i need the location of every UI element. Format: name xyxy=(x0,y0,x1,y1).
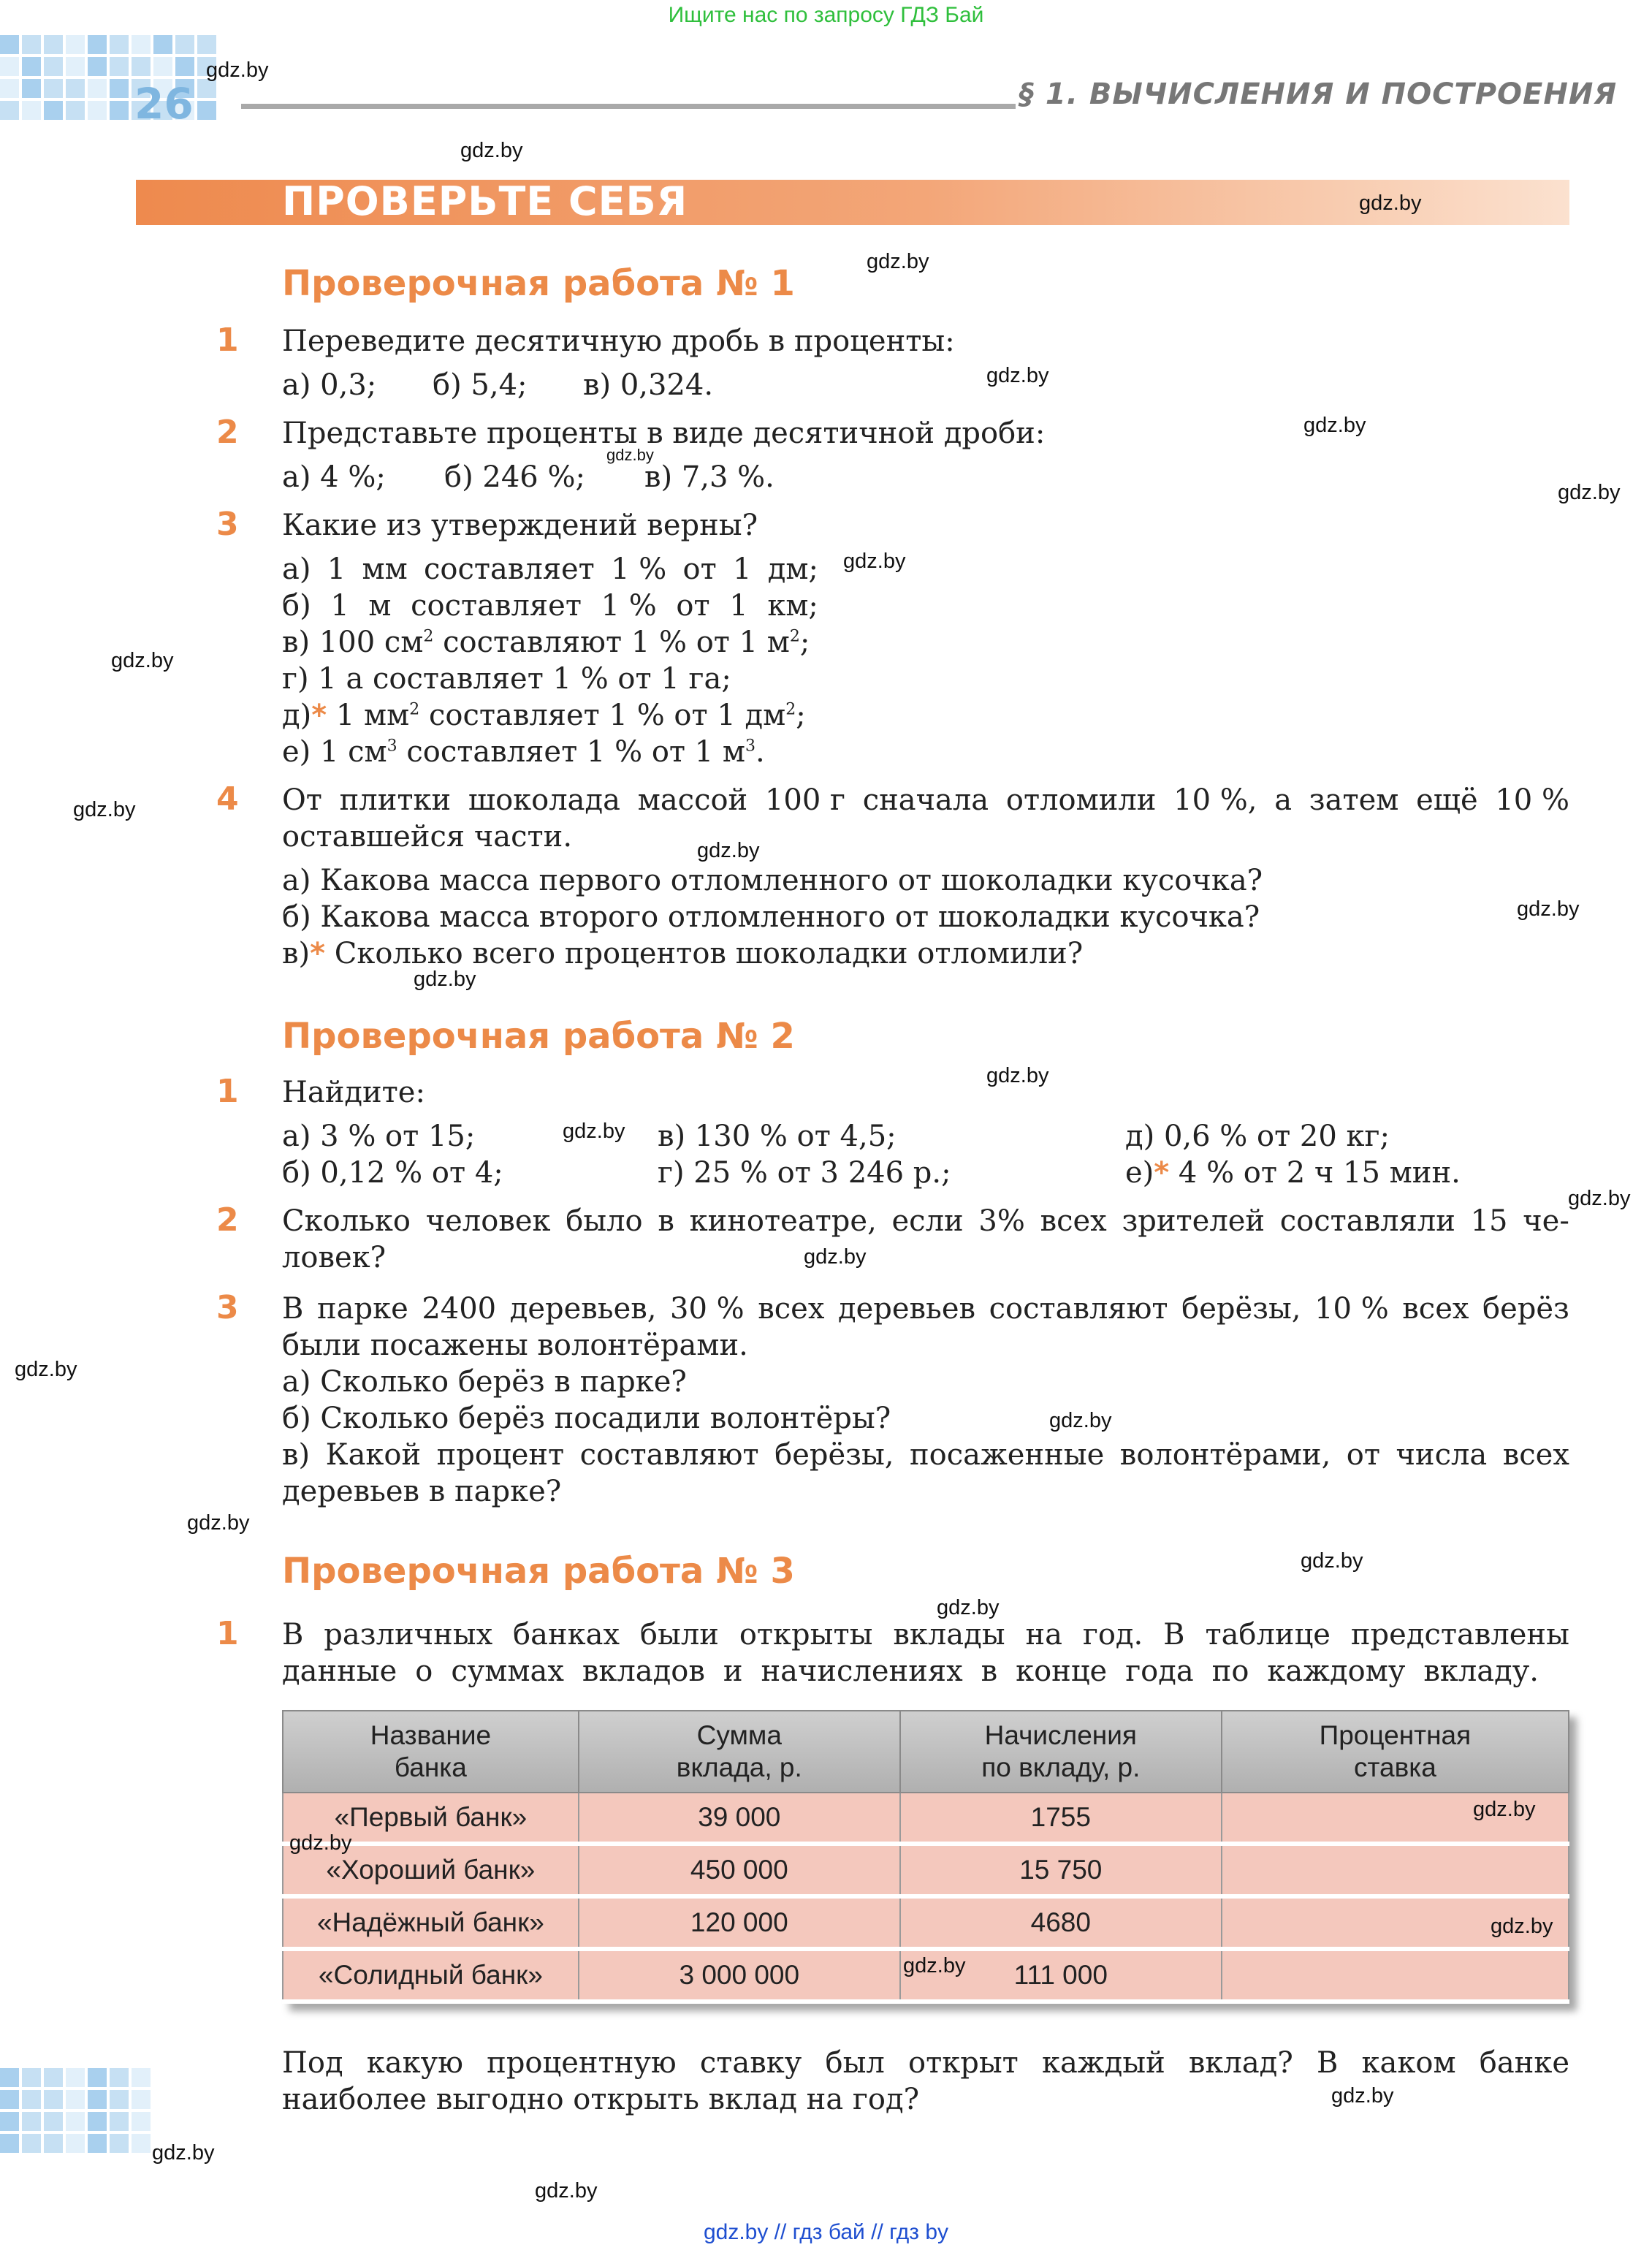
header-line: ставка xyxy=(1353,1752,1436,1782)
work-1-task-3-number: 3 xyxy=(216,506,239,543)
work-1-task-4-option-c xyxy=(282,935,1083,972)
word: 100 г xyxy=(764,783,845,817)
word: вклад? xyxy=(1188,2046,1293,2080)
work-2-task-2-question-line-1 xyxy=(282,1203,1569,1239)
word: банке xyxy=(1479,2046,1569,2080)
work-1-task-2-option-b: б) 246 %; xyxy=(444,460,585,494)
word: если xyxy=(891,1204,964,1238)
mosaic-tile xyxy=(22,2090,41,2109)
mosaic-tile xyxy=(110,2068,129,2087)
watermark: gdz.by xyxy=(986,1064,1049,1087)
word: в xyxy=(658,1204,674,1238)
mosaic-tile xyxy=(0,2112,19,2131)
mosaic-tile xyxy=(88,2090,107,2109)
mosaic-tile xyxy=(66,101,85,120)
work-2-task-3-option-c-line-2: деревьев в парке? xyxy=(282,1475,562,1508)
word: открыт xyxy=(908,2046,1019,2080)
mosaic-tile xyxy=(175,57,194,76)
text: 1 мм xyxy=(327,699,410,732)
text: составляет 1 % от 1 дм xyxy=(419,699,786,732)
mosaic-tile xyxy=(88,79,107,98)
work-2-task-2-number: 2 xyxy=(216,1201,239,1239)
watermark: gdz.by xyxy=(1301,1549,1363,1573)
mosaic-tile xyxy=(44,101,63,120)
mosaic-tile xyxy=(88,101,107,120)
work-2-task-2-question-line-2: ловек? xyxy=(282,1241,387,1274)
word: вкладу. xyxy=(1423,1654,1539,1688)
mosaic-tile xyxy=(44,35,63,54)
mosaic-tile xyxy=(132,35,151,54)
word: В xyxy=(1316,2046,1339,2080)
work-1-task-4-option-b: б) Какова масса второго отломленного от шоколадки кусочка? xyxy=(282,900,1260,934)
mosaic-tile xyxy=(110,2112,129,2131)
mosaic-tile xyxy=(44,57,63,76)
word: деревьев xyxy=(837,1292,976,1326)
watermark: gdz.by xyxy=(1331,2084,1394,2108)
word: всех xyxy=(1040,1204,1107,1238)
word: открыты xyxy=(739,1618,873,1652)
watermark: gdz.by xyxy=(867,250,929,273)
word: зрителей xyxy=(1122,1204,1265,1238)
word: че- xyxy=(1523,1204,1569,1238)
text: е) 1 см xyxy=(282,735,387,769)
word: берёз xyxy=(1482,1292,1569,1326)
column-header xyxy=(900,1711,1222,1793)
word: процент xyxy=(436,1438,565,1472)
superscript: 3 xyxy=(745,737,756,756)
column-header xyxy=(1222,1711,1569,1793)
table-cell: 111 000 xyxy=(900,1949,1222,2002)
word: было xyxy=(566,1204,643,1238)
mosaic-tile xyxy=(22,101,41,120)
mosaic-tile xyxy=(66,2090,85,2109)
watermark: gdz.by xyxy=(1359,191,1422,215)
word: а) xyxy=(282,552,311,586)
word: таблице xyxy=(1205,1618,1331,1652)
work-2-task-1-number: 1 xyxy=(216,1073,239,1110)
mosaic-tile xyxy=(66,2112,85,2131)
work-2-title: Проверочная работа № 2 xyxy=(282,1016,795,1057)
work-1-task-3-option-f xyxy=(282,734,765,770)
star-icon: * xyxy=(310,937,326,970)
word: от xyxy=(676,589,710,623)
mosaic-tile xyxy=(0,2068,19,2087)
mosaic-tile xyxy=(44,79,63,98)
word: В xyxy=(1163,1618,1185,1652)
watermark: gdz.by xyxy=(937,1596,1000,1619)
watermark: gdz.by xyxy=(697,839,760,862)
word: отломили xyxy=(1005,783,1157,817)
watermark: gdz.by xyxy=(804,1245,867,1269)
table-cell: 1755 xyxy=(900,1793,1222,1844)
word: 1 xyxy=(733,552,752,586)
word: Под xyxy=(282,2046,343,2080)
section-title: § 1. ВЫЧИСЛЕНИЯ И ПОСТРОЕНИЯ xyxy=(1019,77,1618,111)
text: 4 % от 2 ч 15 мин. xyxy=(1169,1156,1461,1190)
mosaic-tile xyxy=(110,57,129,76)
watermark: gdz.by xyxy=(986,364,1049,387)
mosaic-tile xyxy=(22,57,41,76)
work-2-task-1-option-d: д) 0,6 % от 20 кг; xyxy=(1125,1120,1390,1153)
word: кинотеатре, xyxy=(689,1204,877,1238)
work-1-task-2-option-a: а) 4 %; xyxy=(282,460,386,494)
word: От xyxy=(282,783,322,817)
mosaic-tile xyxy=(44,2068,63,2087)
word: Сколько xyxy=(282,1204,411,1238)
work-1-task-4-question-line-2: оставшейся части. xyxy=(282,820,573,854)
word: 1 % xyxy=(601,589,657,623)
word: составляют xyxy=(989,1292,1168,1326)
mosaic-tile xyxy=(66,79,85,98)
table-row xyxy=(283,1896,1569,1949)
word: составляет xyxy=(411,589,582,623)
watermark: gdz.by xyxy=(289,1831,352,1855)
mosaic-tile xyxy=(88,2068,107,2087)
top-banner[interactable]: Ищите нас по запросу ГДЗ Бай xyxy=(668,3,984,27)
mosaic-tile xyxy=(22,2112,41,2131)
table-row xyxy=(283,1844,1569,1896)
word: мм xyxy=(362,552,408,586)
word: конце xyxy=(1016,1654,1108,1688)
superscript: 3 xyxy=(387,737,397,756)
watermark: gdz.by xyxy=(1568,1187,1631,1210)
word: года xyxy=(1125,1654,1194,1688)
table-cell: «Солидный банк» xyxy=(283,1949,579,2002)
text: в) 100 см xyxy=(282,626,424,659)
mosaic-tile xyxy=(0,2134,19,2153)
page-number: 26 xyxy=(134,79,194,129)
mosaic-tile xyxy=(110,79,129,98)
mosaic-tile xyxy=(132,2068,151,2087)
word: различных xyxy=(324,1618,493,1652)
work-1-task-2-option-c: в) 7,3 %. xyxy=(644,460,774,494)
header-line: Название xyxy=(370,1720,492,1750)
mosaic-tile xyxy=(0,35,19,54)
word: данные xyxy=(282,1654,397,1688)
table-cell: 120 000 xyxy=(579,1896,900,1949)
word: были xyxy=(639,1618,719,1652)
word: начислениях xyxy=(761,1654,963,1688)
watermark: gdz.by xyxy=(111,649,174,672)
column-header xyxy=(283,1711,579,1793)
superscript: 2 xyxy=(789,627,800,646)
text: составляют 1 % от 1 м xyxy=(433,626,790,659)
work-2-task-3-option-a: а) Сколько берёз в парке? xyxy=(282,1365,687,1399)
word: каком xyxy=(1361,2046,1456,2080)
column-header xyxy=(579,1711,900,1793)
word: банках xyxy=(513,1618,620,1652)
word: вкладов xyxy=(582,1654,705,1688)
mosaic-tile xyxy=(110,101,129,120)
work-1-task-1-option-b: б) 5,4; xyxy=(433,368,528,402)
word: человек xyxy=(425,1204,551,1238)
mosaic-tile xyxy=(132,57,151,76)
header-line: Сумма xyxy=(696,1720,782,1750)
word: посаженные xyxy=(910,1438,1105,1472)
bottom-banner[interactable]: gdz.by // гдз бай // гдз by xyxy=(703,2220,949,2244)
star-icon: * xyxy=(1154,1156,1170,1190)
work-2-task-1-option-g: г) 25 % от 3 246 р.; xyxy=(658,1156,951,1190)
word: 30 % xyxy=(670,1292,745,1326)
mosaic-tile xyxy=(197,101,216,120)
work-3-task-1-number: 1 xyxy=(216,1615,239,1652)
mosaic-tile xyxy=(88,2134,107,2153)
mosaic-tile xyxy=(88,57,107,76)
mosaic-tile xyxy=(0,2090,19,2109)
header-line: Процентная xyxy=(1319,1720,1472,1750)
mosaic-tile xyxy=(0,57,19,76)
mosaic-tile xyxy=(0,101,19,120)
table-cell: «Надёжный банк» xyxy=(283,1896,579,1949)
watermark: gdz.by xyxy=(15,1358,77,1381)
mosaic-tile xyxy=(153,35,172,54)
word: 2400 xyxy=(422,1292,497,1326)
work-3-task-1-followup-line-1 xyxy=(282,2045,1569,2081)
mosaic-tile xyxy=(66,57,85,76)
word: берёзы, xyxy=(1181,1292,1301,1326)
mosaic-tile xyxy=(44,2112,63,2131)
mosaic-tile xyxy=(22,79,41,98)
word: год. xyxy=(1082,1618,1143,1652)
work-1-task-3-option-b xyxy=(282,588,818,624)
work-1-title: Проверочная работа № 1 xyxy=(282,263,795,304)
word: всех xyxy=(1402,1292,1469,1326)
word: процентную xyxy=(487,2046,677,2080)
watermark: gdz.by xyxy=(843,550,906,573)
word: 1 xyxy=(729,589,748,623)
work-1-task-4-option-a: а) Какова масса первого отломленного от шоколадки кусочка? xyxy=(282,864,1263,897)
word: был xyxy=(825,2046,885,2080)
mosaic-tile xyxy=(132,2090,151,2109)
watermark: gdz.by xyxy=(1491,1915,1553,1938)
table-header-row xyxy=(283,1711,1569,1793)
table-cell: «Хороший банк» xyxy=(283,1844,579,1896)
text: ; xyxy=(796,699,806,732)
word: 10 % xyxy=(1495,783,1569,817)
mosaic-tile xyxy=(66,2134,85,2153)
word: всех xyxy=(1502,1438,1569,1472)
header-line: Начисления xyxy=(984,1720,1137,1750)
text: е) xyxy=(1125,1156,1154,1190)
watermark: gdz.by xyxy=(206,58,269,82)
mosaic-tile xyxy=(44,2134,63,2153)
word: ставку xyxy=(699,2046,802,2080)
mosaic-tile xyxy=(22,35,41,54)
table-cell: «Первый банк» xyxy=(283,1793,579,1844)
mosaic-tile xyxy=(132,2134,151,2153)
word: и xyxy=(723,1654,743,1688)
work-1-task-4-number: 4 xyxy=(216,780,239,818)
table-cell: 39 000 xyxy=(579,1793,900,1844)
word: парке xyxy=(316,1292,408,1326)
watermark: gdz.by xyxy=(187,1511,250,1535)
word: 1 % xyxy=(611,552,667,586)
word: 10 %, xyxy=(1173,783,1257,817)
word: в) xyxy=(282,1438,311,1472)
mosaic-tile xyxy=(175,35,194,54)
work-2-task-1-question: Найдите: xyxy=(282,1076,425,1109)
word: м xyxy=(368,589,392,623)
table-cell: 4680 xyxy=(900,1896,1222,1949)
word: массой xyxy=(637,783,748,817)
word: 1 xyxy=(327,552,346,586)
word: В xyxy=(282,1618,304,1652)
mosaic-tile xyxy=(0,79,19,98)
work-2-task-1-option-e xyxy=(1125,1155,1461,1191)
mosaic-tile xyxy=(110,2134,129,2153)
table-cell xyxy=(1222,1949,1569,2002)
work-1-task-3-option-c xyxy=(282,624,810,661)
watermark: gdz.by xyxy=(563,1120,625,1143)
watermark: gdz.by xyxy=(1517,897,1580,921)
word: о xyxy=(415,1654,433,1688)
mosaic-tile xyxy=(132,2112,151,2131)
word: 10 % xyxy=(1314,1292,1389,1326)
watermark: gdz.by xyxy=(152,2141,215,2165)
work-3-task-1-question-line-2 xyxy=(282,1653,1539,1690)
work-1-task-2-number: 2 xyxy=(216,414,239,451)
mosaic-tile xyxy=(66,35,85,54)
header-line: по вкладу, р. xyxy=(981,1752,1141,1782)
word: по xyxy=(1211,1654,1249,1688)
superscript: 2 xyxy=(785,700,796,719)
word: каждому xyxy=(1267,1654,1406,1688)
watermark: gdz.by xyxy=(1303,414,1366,437)
work-1-task-3-question: Какие из утверждений верны? xyxy=(282,509,758,542)
word: суммах xyxy=(451,1654,564,1688)
mosaic-tile xyxy=(197,35,216,54)
watermark: gdz.by xyxy=(535,2179,598,2203)
star-icon: * xyxy=(311,699,327,732)
work-1-task-1-option-c: в) 0,324. xyxy=(583,368,714,402)
word: затем xyxy=(1309,783,1399,817)
work-1-task-1-question: Переведите десятичную дробь в проценты: xyxy=(282,324,955,358)
word: ещё xyxy=(1416,783,1478,817)
word: в xyxy=(981,1654,998,1688)
work-1-task-2-question: Представьте проценты в виде десятичной дроби: xyxy=(282,417,1046,450)
corner-mosaic-bottom xyxy=(0,2068,151,2153)
watermark: gdz.by xyxy=(1473,1798,1536,1821)
word: всех xyxy=(758,1292,825,1326)
word: деревьев, xyxy=(509,1292,657,1326)
mosaic-tile xyxy=(22,2134,41,2153)
watermark: gdz.by xyxy=(460,139,523,162)
work-2-task-3-question-line-1 xyxy=(282,1291,1569,1327)
watermark: gdz.by xyxy=(414,968,476,991)
word: В xyxy=(282,1292,304,1326)
work-2-task-1-option-a: а) 3 % от 15; xyxy=(282,1120,476,1153)
word: 1 xyxy=(330,589,349,623)
work-1-task-3-option-e xyxy=(282,697,806,734)
word: б) xyxy=(282,589,311,623)
text: в) xyxy=(282,937,311,970)
table-row xyxy=(283,1793,1569,1844)
word: на xyxy=(1025,1618,1062,1652)
word: каждый xyxy=(1041,2046,1165,2080)
word: от xyxy=(1346,1438,1380,1472)
word: вклады xyxy=(893,1618,1005,1652)
table-cell: 450 000 xyxy=(579,1844,900,1896)
word: составляют xyxy=(579,1438,759,1472)
work-2-task-3-option-c-line-1 xyxy=(282,1437,1569,1473)
word: волонтёрами, xyxy=(1119,1438,1331,1472)
work-2-task-3-option-b: б) Сколько берёз посадили волонтёры? xyxy=(282,1402,891,1435)
superscript: 2 xyxy=(423,627,434,646)
work-3-task-1-followup-line-2: наиболее выгодно открыть вклад на год? xyxy=(282,2083,920,2116)
word: от xyxy=(682,552,717,586)
work-2-task-1-option-b: б) 0,12 % от 4; xyxy=(282,1156,503,1190)
table-cell: 15 750 xyxy=(900,1844,1222,1896)
watermark: gdz.by xyxy=(1558,481,1621,504)
text: . xyxy=(755,735,765,769)
word: сначала xyxy=(862,783,989,817)
watermark: gdz.by xyxy=(903,1954,966,1977)
work-1-task-1-number: 1 xyxy=(216,322,239,359)
mosaic-tile xyxy=(88,35,107,54)
mosaic-tile xyxy=(110,2090,129,2109)
word: составляет xyxy=(423,552,595,586)
watermark: gdz.by xyxy=(73,798,136,821)
work-1-task-3-option-d: г) 1 а составляет 1 % от 1 га; xyxy=(282,662,731,696)
word: берёзы, xyxy=(774,1438,894,1472)
header-rule xyxy=(241,104,1016,109)
text: ; xyxy=(799,626,810,659)
work-2-task-3-question-line-2: были посажены волонтёрами. xyxy=(282,1329,748,1362)
mosaic-tile xyxy=(44,2090,63,2109)
work-3-task-1-question-line-1 xyxy=(282,1616,1569,1653)
header-line: вклада, р. xyxy=(676,1752,802,1782)
word: составляли xyxy=(1279,1204,1455,1238)
mosaic-tile xyxy=(22,2068,41,2087)
text: д) xyxy=(282,699,312,732)
mosaic-tile xyxy=(110,35,129,54)
header-line: банка xyxy=(394,1752,467,1782)
band-title: ПРОВЕРЬТЕ СЕБЯ xyxy=(282,178,688,224)
mosaic-tile xyxy=(153,57,172,76)
work-1-task-3-option-a xyxy=(282,551,818,588)
work-1-task-1-option-a: а) 0,3; xyxy=(282,368,377,402)
word: шоколада xyxy=(468,783,620,817)
table-cell xyxy=(1222,1844,1569,1896)
work-3-title: Проверочная работа № 3 xyxy=(282,1551,795,1592)
word: какую xyxy=(366,2046,463,2080)
word: представлены xyxy=(1350,1618,1569,1652)
word: плитки xyxy=(339,783,452,817)
text: составляет 1 % от 1 м xyxy=(397,735,746,769)
word: Какой xyxy=(325,1438,422,1472)
work-1-task-4-question-line-1 xyxy=(282,782,1569,818)
word: 3% xyxy=(978,1204,1025,1238)
word: а xyxy=(1274,783,1293,817)
watermark: gdz.by xyxy=(606,446,654,464)
watermark: gdz.by xyxy=(1049,1409,1112,1432)
word: 15 xyxy=(1470,1204,1508,1238)
table-cell: 3 000 000 xyxy=(579,1949,900,2002)
work-2-task-3-number: 3 xyxy=(216,1289,239,1326)
word: дм; xyxy=(767,552,818,586)
superscript: 2 xyxy=(409,700,420,719)
mosaic-tile xyxy=(88,2112,107,2131)
text: Сколько всего процентов шоколадки отломили? xyxy=(325,937,1084,970)
work-2-task-1-option-v: в) 130 % от 4,5; xyxy=(658,1120,897,1153)
mosaic-tile xyxy=(66,2068,85,2087)
word: км; xyxy=(767,589,818,623)
word: числа xyxy=(1396,1438,1488,1472)
